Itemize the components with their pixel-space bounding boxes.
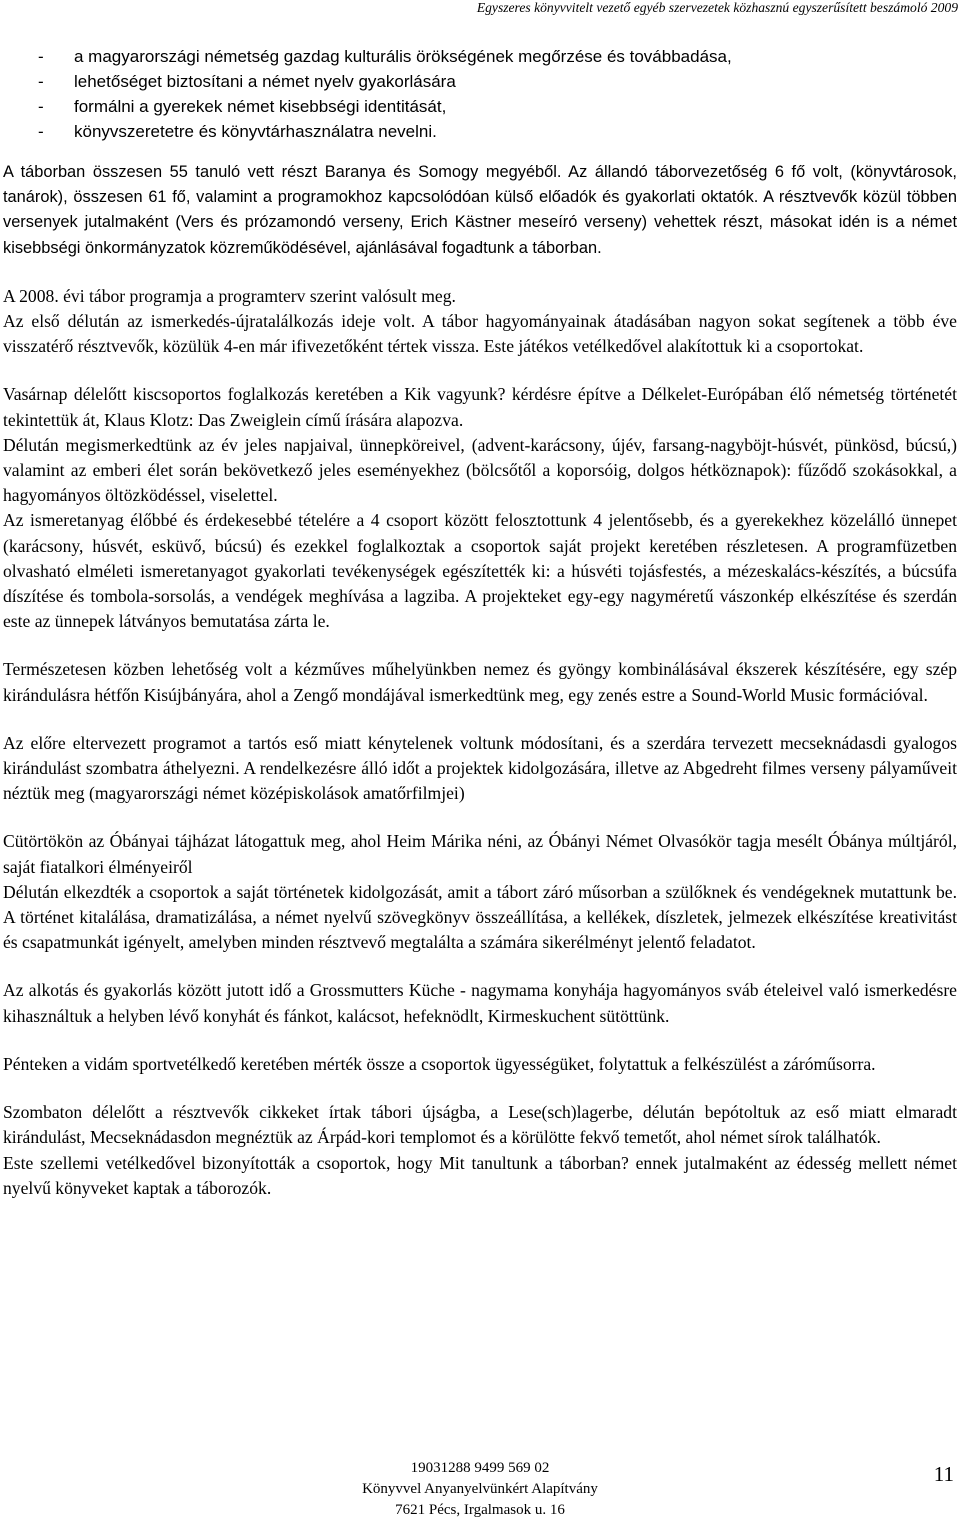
- paragraph: Az ismeretanyag élőbbé és érdekesebbé tételére a 4 csoport között felosztottunk 4 jelentősebb, és a gyerekekhez közelálló ünnepet (karácsony, húsvét, esküvő, búcsú) és ezekkel foglalkoztak a csoportok saját projekt keretében részletesen. A programfüzetben olvasható elméleti ismeretanyagot gyakorlati tevékenységek egészítették ki: a húsvéti tojásfestés, a mézeskalács-készítés, a búcsúfa díszítése és tombola-sorsolás, a vendégek meghívása a lagziba. A projekteket egy-egy nagyméretű vászonkép elkészítése és szerdán este az ünnepek látványos bemutatása zárta le.: [3, 510, 957, 632]
- page-header: Egyszeres könyvvitelt vezető egyéb szervezetek közhasznú egyszerűsített beszámoló 2009: [476, 0, 958, 15]
- paragraph: Este szellemi vetélkedővel bizonyították a csoportok, hogy Mit tanultunk a táborban? ennek jutalmaként az édesség mellett német nyelvű könyveket kaptak a táborozók.: [3, 1152, 957, 1198]
- paragraph: A 2008. évi tábor programja a programterv szerint valósult meg.: [3, 285, 456, 306]
- paragraph: Délután megismerkedtünk az év jeles napjaival, ünnepköreivel, (advent-karácsony, újév, farsang-nagyböjt-húsvét, pünkösd, búcsú,) valamint az emberi élet során bekövetkező jeles eseményekhez (bölcsőtől a koporsóig, dolgos hétköznapok): fűződő szokásokkal, a hagyományos öltözködéssel, viselettel.: [3, 434, 957, 506]
- list-item: - a magyarországi németség gazdag kulturális örökségének megőrzése és továbbadása,: [38, 47, 732, 66]
- paragraph: Szombaton délelőtt a résztvevők cikkeket írtak tábori újságba, a Lese(sch)lagerbe, délután bepótoltuk az eső miatt elmaradt kirándulást, Mecseknádasdon megnéztük az Árpád-kori templomot és a körülötte fekvő temetőt, ahol német sírok találhatók.: [3, 1102, 957, 1148]
- footer-organization: Könyvvel Anyanyelvünkért Alapítvány: [362, 1481, 598, 1497]
- paragraph: Az első délután az ismerkedés-újratalálkozás ideje volt. A tábor hagyományainak átadásában nagyon sokat segítenek a több éve visszatérő résztvevők, közülük 4-en már ifivezetőként tértek vissza. Este játékos vetélkedővel alakítottuk ki a csoportokat.: [3, 311, 957, 357]
- footer-tax-number: 19031288 9499 569 02: [410, 1460, 550, 1476]
- paragraph: Vasárnap délelőtt kiscsoportos foglalkozás keretében a Kik vagyunk? kérdésre építve a Délkelet-Európában élő németség történetét tekintettük át, Klaus Klotz: Das Zweiglein című írására alapozva.: [3, 384, 957, 430]
- paragraph: Cütörtökön az Óbányai tájházat látogattuk meg, ahol Heim Márika néni, az Óbányi Német Olvasókör tagja mesélt Óbánya múltjáról, saját fiatalkori élményeiről: [3, 831, 957, 877]
- footer-address: 7621 Pécs, Irgalmasok u. 16: [395, 1502, 565, 1518]
- paragraph: Az előre eltervezett programot a tartós eső miatt kénytelenek voltunk módosítani, és a szerdára tervezett mecseknádasdi gyalogos kirándulást szombatra áthelyezni. A rendelkezésre álló időt a projektek kidolgozására, illetve az Abgedreht filmes verseny pályaműveit néztük meg (magyarországi német középiskolások amatőrfilmjei): [3, 732, 957, 804]
- list-item: - könyvszeretetre és könyvtárhasználatra nevelni.: [38, 122, 437, 141]
- list-item: - lehetőséget biztosítani a német nyelv gyakorlására: [38, 72, 456, 91]
- list-item: - formálni a gyerekek német kisebbségi identitását,: [38, 97, 447, 116]
- goal-list: [38, 44, 952, 144]
- page-number: 11: [933, 1462, 954, 1486]
- paragraph: Délután elkezdték a csoportok a saját történetek kidolgozását, amit a tábort záró műsorban a szülőknek és vendégeknek mutattunk be. A történet kitalálása, dramatizálása, a német nyelvű szövegkönyv összeállítása, a kellékek, díszletek, jelmezek elkészítése kreativitást és csapatmunkát igényelt, amelyben minden résztvevő megtalálta a számára sikerélményt jelentő feladatot.: [3, 881, 957, 953]
- paragraph: Az alkotás és gyakorlás között jutott idő a Grossmutters Küche - nagymama konyhája hagyományos sváb ételeivel való ismerkedésre kihasználtuk a helyben lévő konyhát és fánkot, kalácsot, hefeknödlt, Kirmeskuchent sütöttünk.: [3, 980, 957, 1026]
- paragraph: Pénteken a vidám sportvetélkedő keretében mérték össze a csoportok ügyességüket, folytattuk a felkészülést a záróműsorra.: [3, 1053, 876, 1074]
- paragraph: A táborban összesen 55 tanuló vett részt Baranya és Somogy megyéből. Az állandó táborvezetőség 6 fő volt, (könyvtárosok, tanárok), összesen 61 fő, valamint a programokhoz kapcsolódóan külső előadók és gyakorlati oktatók. A résztvevők közül többen versenyek jutalmaként (Vers és prózamondó verseny, Erich Kästner meseíró verseny) vehettek részt, másokat idén is a német kisebbségi önkormányzatok közreműködésével, ajánlásával fogadtunk a táborban.: [3, 163, 958, 257]
- body-text: [3, 160, 957, 1201]
- paragraph: Természetesen közben lehetőség volt a kézműves műhelyünkben nemez és gyöngy kombinálásával ékszerek készítésére, egy szép kirándulásra hétfőn Kisújbányára, ahol a Zengő mondájával ismerkedtünk meg, egy zenés estre a Sound-World Music formációval.: [3, 659, 957, 705]
- page-footer: [0, 1458, 960, 1521]
